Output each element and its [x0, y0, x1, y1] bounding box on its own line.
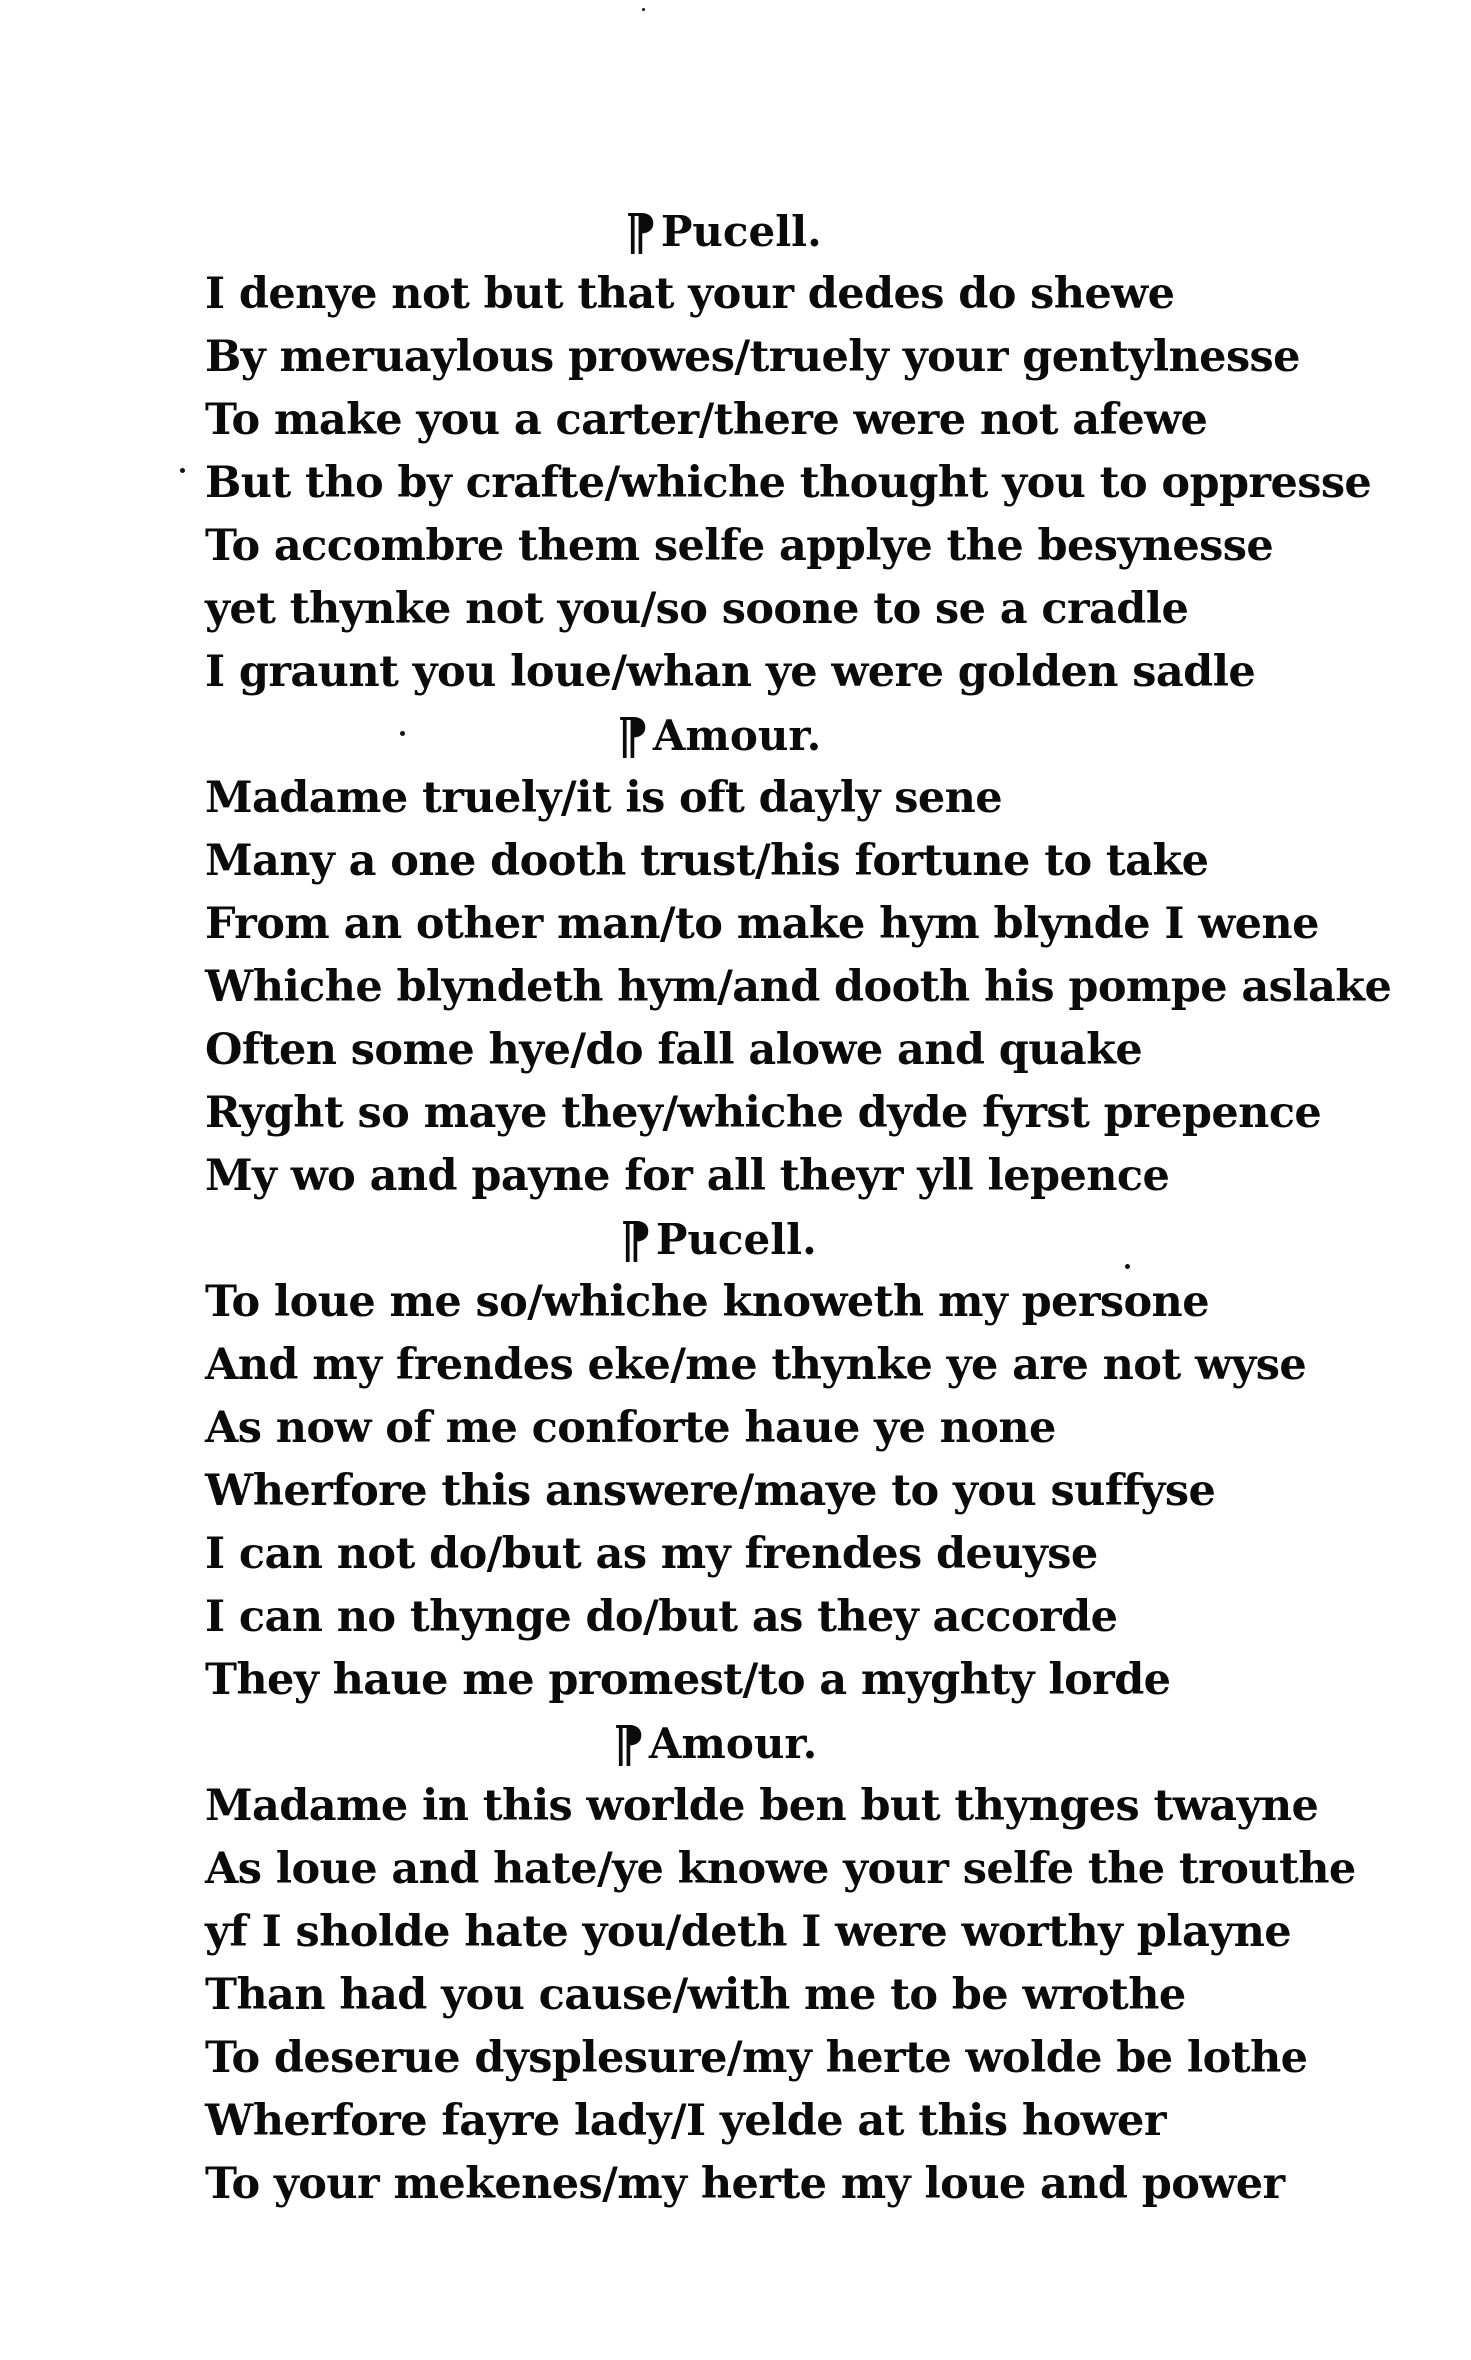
verse-line: yet thynke not you/so soone to se a cradle: [205, 584, 1189, 634]
verse-line: Than had you cause/with me to be wrothe: [205, 1970, 1186, 2020]
verse-line: My wo and payne for all theyr yll lepence: [205, 1151, 1170, 1201]
verse-line: From an other man/to make hym blynde I wene: [205, 899, 1319, 949]
verse-line: To your mekenes/my herte my loue and power: [205, 2159, 1285, 2209]
verse-line: I can no thynge do/but as they accorde: [205, 1592, 1118, 1642]
verse-line: To make you a carter/there were not afewe: [205, 395, 1208, 445]
verse-line: Often some hye/do fall alowe and quake: [205, 1025, 1143, 1075]
pilcrow-icon: ¶: [625, 202, 657, 261]
verse-line: I graunt you loue/whan ye were golden sadle: [205, 647, 1256, 697]
verse-line: Ryght so maye they/whiche dyde fyrst prepence: [205, 1088, 1322, 1138]
verse-line: Many a one dooth trust/his fortune to take: [205, 836, 1209, 886]
verse-line: By meruaylous prowes/truely your gentylnesse: [205, 332, 1300, 382]
pilcrow-icon: ¶: [613, 1714, 645, 1773]
verse-line: To deserue dysplesure/my herte wolde be lothe: [205, 2033, 1308, 2083]
verse-line: I denye not but that your dedes do shewe: [205, 269, 1175, 319]
speaker-heading-pucell-2: ¶Pucell.: [620, 1210, 817, 1269]
ink-speck: [1125, 1264, 1130, 1269]
verse-line: They haue me promest/to a myghty lorde: [205, 1655, 1171, 1705]
ink-speck: [180, 468, 185, 473]
speaker-heading-amour-1: ¶Amour.: [617, 706, 822, 765]
verse-line: I can not do/but as my frendes deuyse: [205, 1529, 1098, 1579]
verse-line: Wherfore this answere/maye to you suffyse: [205, 1466, 1216, 1516]
verse-line: Wherfore fayre lady/I yelde at this hower: [205, 2096, 1166, 2146]
speaker-heading-amour-2: ¶Amour.: [613, 1714, 818, 1773]
verse-line: To accombre them selfe applye the besynesse: [205, 521, 1274, 571]
verse-line: As loue and hate/ye knowe your selfe the trouthe: [205, 1844, 1356, 1894]
ink-speck: [642, 8, 645, 11]
speaker-heading-pucell-1: ¶Pucell.: [625, 202, 822, 261]
verse-line: And my frendes eke/me thynke ye are not wyse: [205, 1340, 1307, 1390]
pilcrow-icon: ¶: [617, 706, 649, 765]
verse-line: Madame truely/it is oft dayly sene: [205, 773, 1003, 823]
verse-line: To loue me so/whiche knoweth my persone: [205, 1277, 1209, 1327]
verse-line: But tho by crafte/whiche thought you to oppresse: [205, 458, 1372, 508]
verse-line: yf I sholde hate you/deth I were worthy playne: [205, 1907, 1292, 1957]
verse-text-block: [205, 200, 1392, 2216]
verse-line: As now of me conforte haue ye none: [205, 1403, 1056, 1453]
ink-speck: [400, 731, 405, 736]
pilcrow-icon: ¶: [620, 1210, 652, 1269]
verse-line: Whiche blyndeth hym/and dooth his pompe aslake: [205, 962, 1392, 1012]
verse-line: Madame in this worlde ben but thynges twayne: [205, 1781, 1319, 1831]
